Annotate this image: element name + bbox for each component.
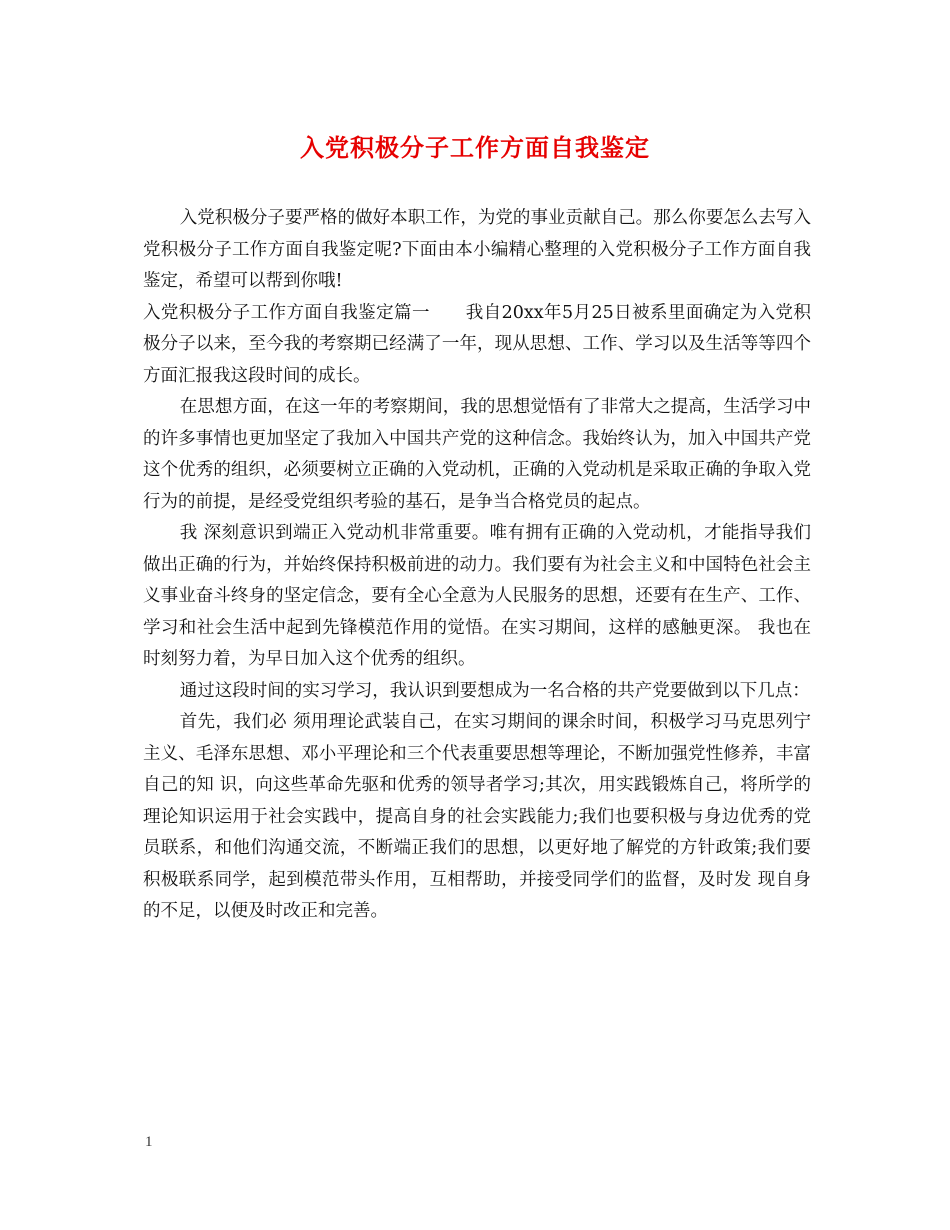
- thought-paragraph: 在思想方面，在这一年的考察期间，我的思想觉悟有了非常大之提高，生活学习中的许多事情也更加坚定了我加入中国共产党的这种信念。我始终认为，加入中国共产党这个优秀的组织，必须要树立正确的入党动机，正确的入党动机是采取正确的争取入党行为的前提，是经受党组织考验的基石，是争当合格党员的起点。: [143, 397, 811, 512]
- first-point-paragraph: 首先，我们必 须用理论武装自己，在实习期间的课余时间，积极学习马克思列宁主义、毛泽东思想、邓小平理论和三个代表重要思想等理论，不断加强党性修养，丰富自己的知 识，向这些革命先驱和优秀的领导者学习;其次，用实践锻炼自己，将所学的理论知识运用于社会实践中，提高自身的社会实践能力;我们也要积极与身边优秀的党 员联系，和他们沟通交流，不断端正我们的思想，以更好地了解党的方针政策;我们要积极联系同学，起到模范带头作用，互相帮助，并接受同学们的监督，及时发 现自身的不足，以便及时改正和完善。: [143, 712, 811, 921]
- motivation-paragraph: 我 深刻意识到端正入党动机非常重要。唯有拥有正确的入党动机，才能指导我们做出正确的行为，并始终保持积极前进的动力。我们要有为社会主义和中国特色社会主 义事业奋斗终身的坚定信念，要有全心全意为人民服务的思想，还要有在生产、工作、学习和社会生活中起到先锋模范作用的觉悟。在实习期间，这样的感触更深。 我也在时刻努力着，为早日加入这个优秀的组织。: [143, 523, 811, 669]
- intro-paragraph: 入党积极分子要严格的做好本职工作，为党的事业贡献自己。那么你要怎么去写入党积极分子工作方面自我鉴定呢?下面由本小编精心整理的入党积极分子工作方面自我鉴定，希望可以帮到你哦!: [143, 208, 811, 291]
- section-heading-paragraph: 入党积极分子工作方面自我鉴定篇一 我自20xx年5月25日被系里面确定为入党积极分子以来，至今我的考察期已经满了一年，现从思想、工作、学习以及生活等等四个方面汇报我这段时间的成长。: [143, 302, 811, 386]
- document-body: [143, 203, 811, 928]
- document-title: 入党积极分子工作方面自我鉴定: [300, 133, 650, 162]
- points-intro-paragraph: 通过这段时间的实习学习，我认识到要想成为一名合格的共产党要做到以下几点：: [179, 680, 810, 701]
- page-number: 1: [145, 1134, 153, 1150]
